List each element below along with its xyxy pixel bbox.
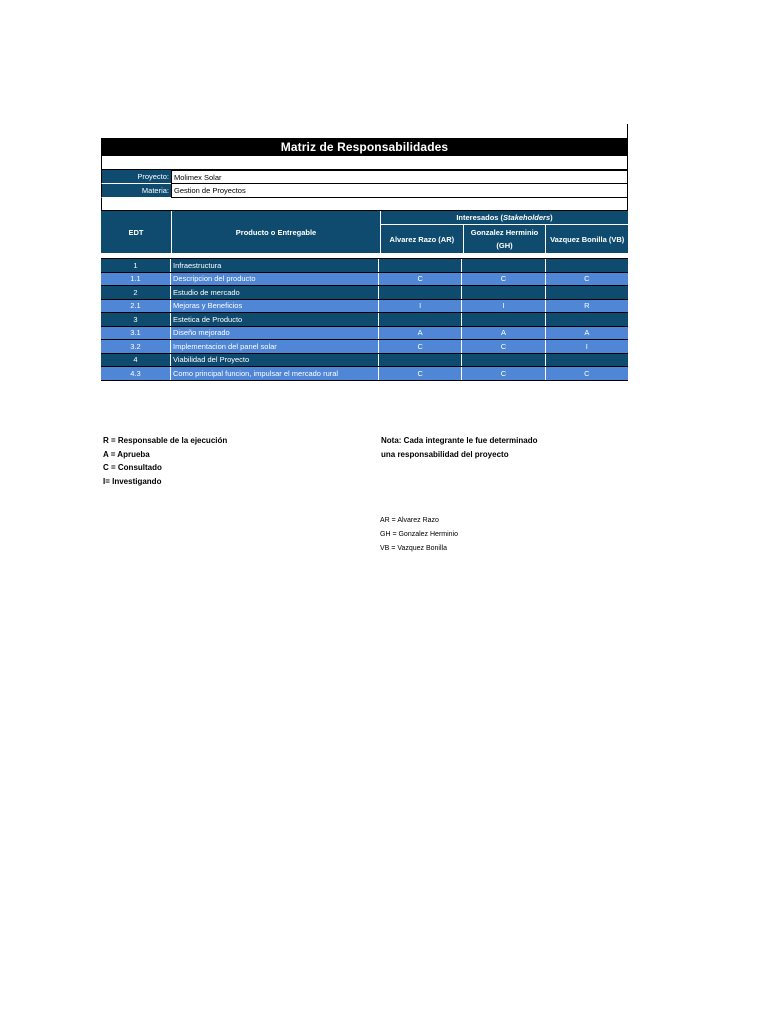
responsibility-matrix	[101, 138, 628, 381]
legend-item: R = Responsable de la ejecución	[103, 436, 228, 445]
cell-edt[interactable]: 3	[101, 313, 171, 326]
header-interested	[381, 211, 628, 253]
cell-edt[interactable]: 1	[101, 259, 171, 272]
table-header	[101, 211, 628, 255]
header-stakeholder-cols	[381, 225, 628, 253]
table-row	[101, 354, 628, 368]
header-col-ar: Alvarez Razo (AR)	[381, 225, 464, 253]
cell-edt[interactable]: 2.1	[101, 300, 171, 313]
cell-gh[interactable]	[462, 259, 545, 272]
abbreviation-item: GH = Gonzalez Herminio	[380, 531, 459, 538]
cell-ar[interactable]	[379, 354, 462, 367]
cell-gh[interactable]: C	[462, 367, 545, 380]
cell-product[interactable]: Estetica de Producto	[171, 313, 379, 326]
cell-vb[interactable]	[546, 354, 628, 367]
info-row-subject	[101, 184, 628, 198]
header-col-vb: Vazquez Bonilla (VB)	[550, 234, 625, 244]
cell-gh[interactable]	[462, 313, 545, 326]
cell-product[interactable]: Infraestructura	[171, 259, 379, 272]
header-edt: EDT	[101, 211, 172, 253]
cell-product[interactable]: Implementacion del panel solar	[171, 340, 379, 353]
blank-row	[101, 156, 628, 170]
interested-stakeholders: Stakeholders	[503, 213, 551, 222]
table-row	[101, 300, 628, 314]
cell-edt[interactable]: 2	[101, 286, 171, 299]
cell-ar[interactable]: I	[379, 300, 462, 313]
cell-vb[interactable]: C	[584, 274, 590, 284]
table-row	[101, 327, 628, 341]
sheet-border-line	[627, 124, 628, 138]
abbreviations	[380, 514, 458, 556]
cell-ar[interactable]	[379, 286, 462, 299]
cell-vb[interactable]: I	[585, 341, 588, 351]
subject-value[interactable]: Gestion de Proyectos	[171, 184, 628, 198]
cell-ar[interactable]: A	[379, 327, 462, 340]
blank-row	[101, 198, 628, 211]
cell-ar[interactable]: C	[379, 273, 462, 286]
interested-prefix: Interesados (	[456, 213, 504, 222]
table-body	[101, 259, 628, 381]
table-row	[101, 313, 628, 327]
table-row	[101, 367, 628, 381]
legend-item: C = Consultado	[103, 463, 162, 472]
cell-gh[interactable]	[462, 354, 545, 367]
legend-item: A = Aprueba	[103, 449, 150, 459]
abbreviation-item: VB = Vazquez Bonilla	[380, 545, 447, 552]
cell-vb[interactable]: A	[584, 328, 590, 338]
cell-ar[interactable]	[379, 259, 462, 272]
cell-ar[interactable]: C	[379, 340, 462, 353]
cell-product[interactable]: Estudio de mercado	[171, 286, 379, 299]
header-interested-title	[381, 211, 628, 225]
note-line: una responsabilidad del proyecto	[381, 449, 509, 459]
interested-suffix: )	[550, 213, 553, 222]
cell-edt[interactable]: 4	[101, 354, 171, 367]
cell-gh[interactable]: C	[462, 340, 545, 353]
matrix-title: Matriz de Responsabilidades	[101, 138, 628, 156]
cell-gh[interactable]: C	[462, 273, 545, 286]
cell-vb[interactable]	[546, 286, 628, 299]
subject-label: Materia:	[101, 184, 171, 198]
project-label: Proyecto:	[101, 170, 171, 184]
cell-product[interactable]: Mejoras y Beneficios	[171, 300, 379, 313]
table-row	[101, 340, 628, 354]
legend-item: I= Investigando	[103, 476, 162, 486]
cell-gh[interactable]	[462, 286, 545, 299]
cell-vb[interactable]	[546, 313, 628, 326]
header-product: Producto o Entregable	[172, 211, 381, 253]
cell-gh[interactable]: I	[462, 300, 545, 313]
project-value[interactable]: Molimex Solar	[171, 170, 628, 184]
table-row	[101, 286, 628, 300]
note	[381, 434, 537, 461]
cell-vb[interactable]	[546, 259, 628, 272]
info-row-project	[101, 170, 628, 184]
table-row	[101, 259, 628, 273]
cell-vb[interactable]: R	[584, 301, 590, 311]
note-line: Nota: Cada integrante le fue determinado	[381, 436, 538, 445]
cell-product[interactable]: Viabilidad del Proyecto	[171, 354, 379, 367]
legend	[103, 434, 227, 488]
cell-product[interactable]: Diseño mejorado	[171, 327, 379, 340]
cell-edt[interactable]: 4.3	[101, 367, 171, 380]
cell-edt[interactable]: 3.2	[101, 340, 171, 353]
table-row	[101, 273, 628, 287]
abbreviation-item: AR = Alvarez Razo	[380, 517, 439, 524]
cell-ar[interactable]: C	[379, 367, 462, 380]
cell-edt[interactable]: 1.1	[101, 273, 171, 286]
header-col-gh: Gonzalez Herminio (GH)	[464, 225, 547, 253]
cell-product[interactable]: Como principal funcion, impulsar el mercado rural	[171, 367, 379, 380]
cell-vb[interactable]: C	[584, 368, 590, 378]
cell-edt[interactable]: 3.1	[101, 327, 171, 340]
cell-ar[interactable]	[379, 313, 462, 326]
cell-product[interactable]: Descripcion del producto	[171, 273, 379, 286]
cell-gh[interactable]: A	[462, 327, 545, 340]
